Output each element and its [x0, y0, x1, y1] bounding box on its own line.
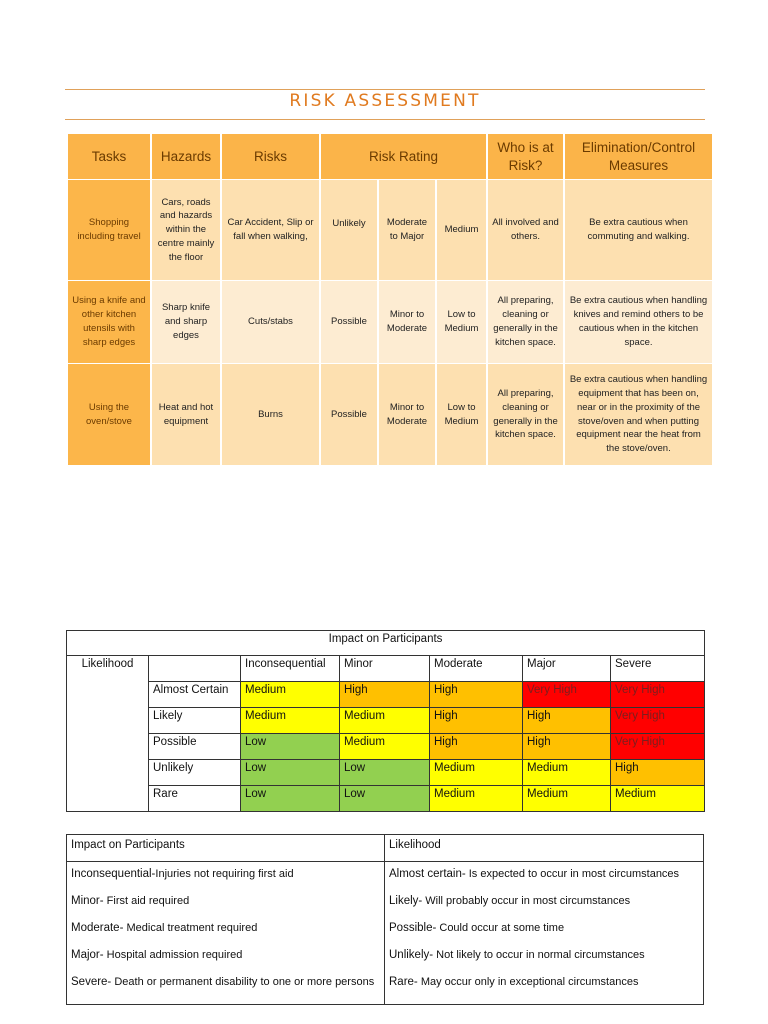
document-title: RISK ASSESSMENT	[289, 91, 481, 111]
matrix-row-label: Rare	[149, 786, 241, 812]
matrix-cell: High	[611, 760, 705, 786]
likelihood-cell: Unlikely	[321, 180, 377, 280]
table-row	[68, 180, 712, 280]
task-cell: Using the oven/stove	[68, 364, 150, 465]
definition-desc: Injuries not requiring first aid	[155, 868, 294, 880]
header-who-at-risk: Who is at Risk?	[488, 134, 563, 179]
risks-cell: Car Accident, Slip or fall when walking,	[222, 180, 319, 280]
matrix-cell: Medium	[430, 760, 523, 786]
who-at-risk-cell: All preparing, cleaning or generally in the kitchen space.	[488, 281, 563, 363]
definition-term: Rare-	[389, 975, 418, 988]
matrix-cell: Low	[241, 760, 340, 786]
hazards-cell: Sharp knife and sharp edges	[152, 281, 220, 363]
matrix-corner	[149, 656, 241, 682]
matrix-col-header: Inconsequential	[241, 656, 340, 682]
matrix-cell: Very High	[611, 682, 705, 708]
matrix-cell: Medium	[340, 734, 430, 760]
matrix-row-label: Possible	[149, 734, 241, 760]
definition-desc: Will probably occur in most circumstances	[422, 894, 631, 907]
header-hazards: Hazards	[152, 134, 220, 179]
matrix-row-label: Likely	[149, 708, 241, 734]
matrix-cell: High	[430, 734, 523, 760]
matrix-col-header: Minor	[340, 656, 430, 682]
definition-term: Possible-	[389, 921, 437, 934]
matrix-row	[67, 734, 705, 760]
matrix-cell: Very High	[611, 734, 705, 760]
matrix-col-header: Moderate	[430, 656, 523, 682]
matrix-cell: Medium	[523, 760, 611, 786]
matrix-cell: Low	[241, 786, 340, 812]
likelihood-cell: Possible	[321, 364, 377, 465]
legend-impact-header: Impact on Participants	[67, 835, 385, 862]
matrix-col-header: Severe	[611, 656, 705, 682]
definition-desc: May occur only in exceptional circumstances	[417, 975, 639, 988]
matrix-row-label: Almost Certain	[149, 682, 241, 708]
matrix-cell: Low	[340, 760, 430, 786]
definition-desc: Medical treatment required	[123, 921, 258, 934]
matrix-title: Impact on Participants	[67, 631, 705, 656]
matrix-cell: High	[523, 734, 611, 760]
risks-cell: Burns	[222, 364, 319, 465]
definition-desc: Is expected to occur in most circumstances	[465, 868, 680, 880]
definition-desc: Death or permanent disability to one or more persons	[111, 975, 375, 988]
likelihood-cell: Possible	[321, 281, 377, 363]
hazards-cell: Heat and hot equipment	[152, 364, 220, 465]
definition-term: Unlikely-	[389, 948, 434, 961]
title-rule-bottom	[65, 119, 705, 120]
header-risks: Risks	[222, 134, 319, 179]
impact-cell: Minor to Moderate	[379, 364, 435, 465]
matrix-row	[67, 760, 705, 786]
hazards-cell: Cars, roads and hazards within the centre mainly the floor	[152, 180, 220, 280]
table-row	[68, 281, 712, 363]
matrix-cell: Medium	[241, 682, 340, 708]
definitions-legend	[66, 834, 704, 1005]
definition-item	[389, 947, 699, 964]
definition-item	[71, 920, 380, 937]
risk-table-header-row	[68, 134, 712, 179]
legend-likelihood-header: Likelihood	[385, 835, 704, 862]
definition-item	[71, 893, 380, 910]
matrix-row	[67, 786, 705, 812]
rating-cell: Medium	[437, 180, 486, 280]
impact-cell: Minor to Moderate	[379, 281, 435, 363]
matrix-cell: Medium	[523, 786, 611, 812]
matrix-cell: Low	[340, 786, 430, 812]
definition-item	[389, 974, 699, 991]
matrix-cell: High	[430, 682, 523, 708]
definition-item	[71, 974, 380, 991]
task-cell: Using a knife and other kitchen utensils with sharp edges	[68, 281, 150, 363]
matrix-cell: Medium	[430, 786, 523, 812]
matrix-cell: Low	[241, 734, 340, 760]
definition-term: Likely-	[389, 894, 423, 907]
risk-matrix	[66, 630, 705, 812]
definition-item	[389, 893, 699, 910]
matrix-cell: High	[523, 708, 611, 734]
impact-cell: Moderate to Major	[379, 180, 435, 280]
risk-assessment-table	[66, 133, 714, 466]
matrix-row	[67, 682, 705, 708]
matrix-likelihood-label	[67, 656, 149, 812]
task-cell: Shopping including travel	[68, 180, 150, 280]
definition-desc: Could occur at some time	[436, 921, 565, 934]
definition-term: Major-	[71, 948, 104, 961]
who-at-risk-cell: All preparing, cleaning or generally in the kitchen space.	[488, 364, 563, 465]
matrix-row	[67, 708, 705, 734]
matrix-cell: Medium	[241, 708, 340, 734]
matrix-cell: High	[340, 682, 430, 708]
control-cell: Be extra cautious when handling equipment that has been on, near or in the proximity of the stove/oven and when putting equipment near the heat from the stove/oven.	[565, 364, 712, 465]
rating-cell: Low to Medium	[437, 281, 486, 363]
header-risk-rating: Risk Rating	[321, 134, 486, 179]
matrix-cell: Medium	[611, 786, 705, 812]
likelihood-definitions	[385, 862, 704, 1005]
matrix-cell: High	[430, 708, 523, 734]
table-row	[68, 364, 712, 465]
header-tasks: Tasks	[68, 134, 150, 179]
definition-item	[71, 866, 380, 883]
likelihood-label-text: Likelihood	[81, 658, 134, 670]
impact-definitions	[67, 862, 385, 1005]
matrix-cell: Very High	[611, 708, 705, 734]
definition-item	[389, 866, 699, 883]
control-cell: Be extra cautious when handling knives and remind others to be cautious when in the kitchen space.	[565, 281, 712, 363]
title-rule-top	[65, 89, 705, 90]
matrix-cell: Very High	[523, 682, 611, 708]
matrix-cell: Medium	[340, 708, 430, 734]
header-control-measures: Elimination/Control Measures	[565, 134, 712, 179]
definition-term: Minor-	[71, 894, 104, 907]
control-cell: Be extra cautious when commuting and walking.	[565, 180, 712, 280]
matrix-col-header: Major	[523, 656, 611, 682]
definition-term: Almost certain-	[389, 868, 466, 880]
definition-desc: First aid required	[103, 894, 190, 907]
definition-term: Severe-	[71, 975, 112, 988]
matrix-row-label: Unlikely	[149, 760, 241, 786]
definition-desc: Hospital admission required	[103, 948, 243, 961]
definition-term: Moderate-	[71, 921, 124, 934]
definition-item	[71, 947, 380, 964]
risks-cell: Cuts/stabs	[222, 281, 319, 363]
definition-item	[389, 920, 699, 937]
definition-desc: Not likely to occur in normal circumstances	[433, 948, 645, 961]
definition-term: Inconsequential-	[71, 868, 156, 880]
who-at-risk-cell: All involved and others.	[488, 180, 563, 280]
rating-cell: Low to Medium	[437, 364, 486, 465]
